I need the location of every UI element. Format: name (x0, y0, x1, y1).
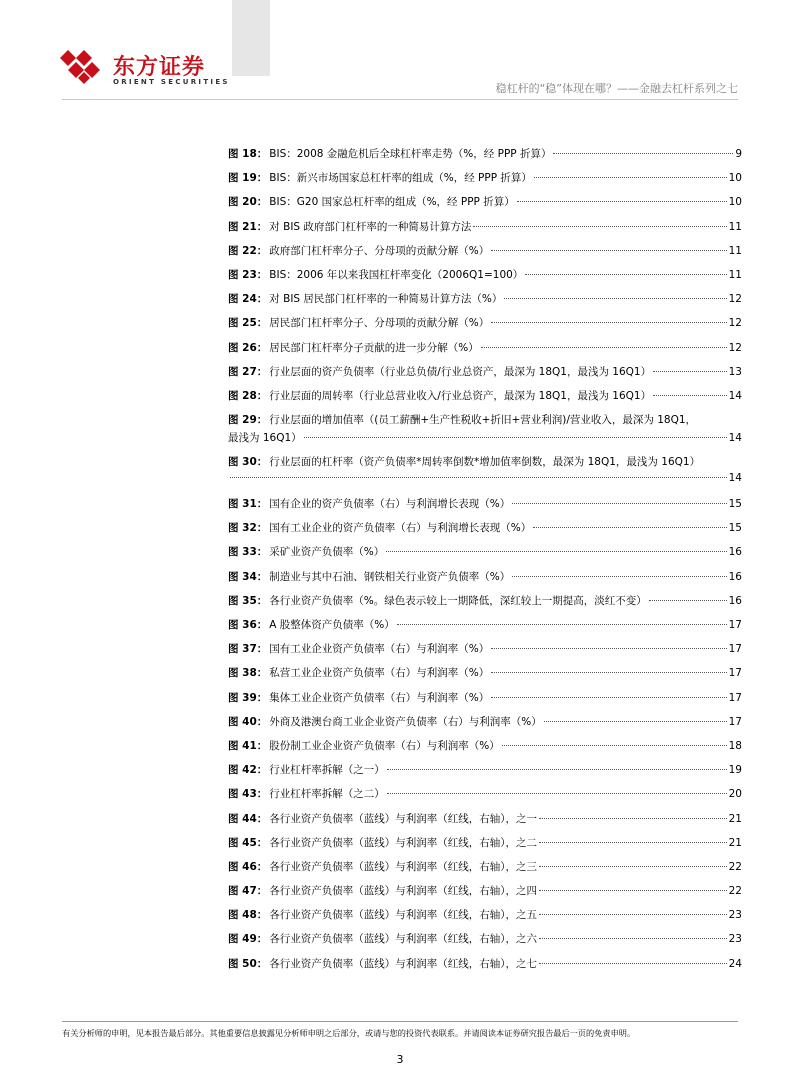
toc-entry-leader (386, 551, 726, 552)
toc-entry-page: 17 (728, 643, 742, 656)
toc-entry-text: 各行业资产负债率（蓝线）与利润率（红线，右轴），之六 (269, 933, 538, 946)
toc-entry[interactable] (228, 194, 742, 218)
toc-entry[interactable] (228, 544, 742, 568)
toc-entry-text: BIS：2006 年以来我国杠杆率变化（2006Q1=100） (269, 268, 524, 281)
logo-chinese-name: 东方证券 (113, 55, 206, 80)
toc-entry-text: 居民部门杠杆率分子贡献的进一步分解（%） (269, 341, 479, 354)
toc-entry-text: A 股整体资产负债率（%） (269, 619, 395, 631)
toc-entry-page: 14 (728, 432, 742, 445)
toc-entry-label: 图 20： (228, 196, 268, 209)
toc-entry[interactable] (228, 641, 742, 665)
toc-entry[interactable] (228, 665, 742, 689)
toc-entry-leader (539, 914, 727, 915)
toc-entry-page: 14 (728, 472, 742, 485)
disclaimer-note: 有关分析师的申明，见本报告最后部分。其他重要信息披露见分析师申明之后部分，或请与您的投资代表联系。并请阅读本证券研究报告最后一页的免责申明。 (62, 1028, 636, 1038)
toc-entry-page: 19 (728, 764, 742, 777)
toc-entry-label: 图 48： (228, 909, 268, 922)
toc-entry-label: 图 23： (228, 268, 268, 281)
toc-entry-text: 国有工业企业的资产负债率（右）与利润增长表现（%） (269, 522, 532, 535)
toc-entry-page: 11 (728, 220, 742, 233)
toc-entry[interactable] (228, 340, 742, 364)
toc-entry-page: 15 (728, 522, 742, 535)
page-number: 3 (396, 1053, 404, 1066)
toc-entry-leader (481, 347, 727, 348)
toc-entry-page: 16 (728, 594, 742, 607)
toc-entry[interactable] (228, 956, 742, 980)
toc-entry-label: 图 49： (228, 933, 268, 946)
toc-entry-page: 20 (728, 788, 742, 801)
toc-entry-label: 图 28： (228, 389, 268, 402)
logo-english-name: ORIENT SECURITIES (113, 78, 230, 86)
toc-entry-text: 行业层面的杠杆率（资产负债率*周转率倒数*增加值率倒数，最深为 18Q1，最浅为 16Q1） (269, 456, 701, 469)
toc-entry-leader (534, 177, 727, 178)
toc-entry-leader (230, 477, 727, 478)
toc-entry[interactable] (228, 738, 742, 762)
toc-entry-text: 行业杠杆率拆解（之一） (269, 764, 385, 777)
toc-entry-leader (544, 721, 727, 722)
toc-entry[interactable] (228, 146, 742, 170)
toc-entry[interactable] (228, 412, 742, 454)
toc-entry-page: 14 (728, 389, 742, 402)
toc-entry-leader (539, 842, 727, 843)
toc-entry-label: 图 41： (228, 739, 268, 752)
toc-entry-label: 图 22： (228, 244, 268, 257)
toc-entry-text: BIS：新兴市场国家总杠杆率的组成（%，经 PPP 折算） (269, 172, 532, 185)
toc-entry[interactable] (228, 496, 742, 520)
toc-entry-leader (512, 576, 726, 577)
toc-entry-label: 图 26： (228, 341, 268, 354)
toc-entry-page: 17 (728, 619, 742, 631)
toc-entry-label: 图 40： (228, 715, 268, 728)
toc-entry-leader (539, 866, 727, 867)
toc-entry-label: 图 43： (228, 788, 268, 801)
toc-entry-label: 图 42： (228, 764, 268, 777)
toc-entry-label: 图 32： (228, 522, 268, 535)
toc-entry[interactable] (228, 267, 742, 291)
toc-entry-text: 各行业资产负债率（蓝线）与利润率（红线，右轴），之七 (269, 957, 538, 970)
toc-entry-label: 图 34： (228, 570, 268, 583)
toc-entry-leader (553, 153, 733, 154)
toc-entry-text: BIS：2008 金融危机后全球杠杆率走势（%，经 PPP 折算） (269, 148, 552, 160)
toc-entry-leader (649, 600, 727, 601)
toc-entry-page: 22 (728, 885, 742, 898)
toc-entry-text: 对 BIS 居民部门杠杆率的一种简易计算方法（%） (269, 293, 503, 306)
toc-entry-leader (512, 503, 726, 504)
toc-entry-text: 行业杠杆率拆解（之二） (269, 788, 385, 801)
toc-entry-page: 17 (728, 667, 742, 680)
toc-entry-text-continued: 最浅为 16Q1） (228, 432, 302, 445)
toc-entry-page: 12 (728, 341, 742, 354)
toc-entry[interactable] (228, 520, 742, 544)
toc-entry-page: 13 (728, 365, 742, 378)
toc-entry[interactable] (228, 907, 742, 931)
toc-entry-leader (539, 963, 727, 964)
toc-entry-leader (491, 322, 726, 323)
toc-entry[interactable] (228, 315, 742, 339)
toc-entry-text: 对 BIS 政府部门杠杆率的一种简易计算方法 (269, 220, 472, 233)
toc-entry[interactable] (228, 170, 742, 194)
header-divider (62, 99, 738, 100)
toc-entry[interactable] (228, 786, 742, 810)
toc-entry-page: 22 (728, 860, 742, 873)
toc-entry-text: 股份制工业企业资产负债率（右）与利润率（%） (269, 739, 500, 752)
company-logo (58, 42, 230, 92)
header-decor-bar (232, 0, 270, 76)
toc-entry-text: BIS：G20 国家总杠杆率的组成（%，经 PPP 折算） (269, 196, 515, 209)
toc-entry-text: 各行业资产负债率（蓝线）与利润率（红线，右轴），之五 (269, 909, 538, 922)
toc-entry-text: 各行业资产负债率（蓝线）与利润率（红线，右轴），之三 (269, 860, 538, 873)
figure-toc (228, 146, 742, 980)
toc-entry-label: 图 46： (228, 860, 268, 873)
toc-entry[interactable] (228, 291, 742, 315)
toc-entry-leader (502, 745, 727, 746)
toc-entry[interactable] (228, 714, 742, 738)
footer-divider (62, 1021, 738, 1022)
report-title: 稳杠杆的“稳”体现在哪？——金融去杠杆系列之七 (495, 82, 738, 95)
toc-entry[interactable] (228, 931, 742, 955)
toc-entry-text: 政府部门杠杆率分子、分母项的贡献分解（%） (269, 244, 490, 257)
toc-entry-leader (304, 437, 727, 438)
toc-entry-page: 12 (728, 293, 742, 306)
toc-entry-label: 图 25： (228, 317, 268, 330)
toc-entry-page: 10 (728, 172, 742, 185)
toc-entry-label: 图 30： (228, 456, 268, 469)
toc-entry-page: 17 (728, 715, 742, 728)
toc-entry-label: 图 44： (228, 812, 268, 825)
toc-entry-label: 图 33： (228, 546, 268, 559)
toc-entry-text: 各行业资产负债率（蓝线）与利润率（红线，右轴），之二 (269, 836, 538, 849)
toc-entry-leader (517, 201, 727, 202)
toc-entry-page: 21 (728, 836, 742, 849)
toc-entry-page: 11 (728, 244, 742, 257)
toc-entry-text: 行业层面的周转率（行业总营业收入/行业总资产，最深为 18Q1，最浅为 16Q1） (269, 389, 652, 402)
toc-entry-leader (525, 274, 726, 275)
toc-entry[interactable] (228, 219, 742, 243)
toc-entry[interactable] (228, 454, 742, 496)
toc-entry-text: 各行业资产负债率（蓝线）与利润率（红线，右轴），之一 (269, 812, 538, 825)
toc-entry-leader (653, 371, 727, 372)
toc-entry[interactable] (228, 243, 742, 267)
toc-entry-leader (504, 298, 726, 299)
toc-entry[interactable] (228, 762, 742, 786)
toc-entry-label: 图 50： (228, 957, 268, 970)
toc-entry-leader (397, 624, 727, 625)
toc-entry-leader (539, 818, 727, 819)
toc-entry-text: 私营工业企业资产负债率（右）与利润率（%） (269, 667, 490, 680)
toc-entry[interactable] (228, 690, 742, 714)
toc-entry-page: 23 (728, 933, 742, 946)
toc-entry-label: 图 39： (228, 691, 268, 704)
toc-entry-page: 11 (728, 268, 742, 281)
toc-entry-text: 外商及港澳台商工业企业资产负债率（右）与利润率（%） (269, 715, 542, 728)
toc-entry-label: 图 36： (228, 619, 268, 631)
toc-entry-text: 集体工业企业资产负债率（右）与利润率（%） (269, 691, 490, 704)
toc-entry-page: 15 (728, 498, 742, 511)
toc-entry[interactable] (228, 388, 742, 412)
toc-entry[interactable] (228, 569, 742, 593)
toc-entry-page: 17 (728, 691, 742, 704)
toc-entry-page: 23 (728, 909, 742, 922)
toc-entry-label: 图 24： (228, 293, 268, 306)
toc-entry-text: 国有工业企业资产负债率（右）与利润率（%） (269, 643, 490, 656)
toc-entry-label: 图 45： (228, 836, 268, 849)
toc-entry-page: 16 (728, 546, 742, 559)
toc-entry-leader (491, 250, 726, 251)
toc-entry-page: 10 (728, 196, 742, 209)
toc-entry-text: 居民部门杠杆率分子、分母项的贡献分解（%） (269, 317, 490, 330)
toc-entry-label: 图 29： (228, 414, 268, 427)
toc-entry-text: 各行业资产负债率（%。绿色表示较上一期降低，深红较上一期提高，淡红不变） (269, 594, 647, 607)
toc-entry-label: 图 37： (228, 643, 268, 656)
toc-entry[interactable] (228, 835, 742, 859)
toc-entry-label: 图 38： (228, 667, 268, 680)
toc-entry-text: 各行业资产负债率（蓝线）与利润率（红线，右轴），之四 (269, 885, 538, 898)
toc-entry[interactable] (228, 883, 742, 907)
toc-entry-page: 16 (728, 570, 742, 583)
toc-entry-leader (387, 769, 727, 770)
toc-entry-text: 采矿业资产负债率（%） (269, 546, 385, 559)
toc-entry-leader (387, 793, 727, 794)
toc-entry-page: 21 (728, 812, 742, 825)
toc-entry-label: 图 47： (228, 885, 268, 898)
toc-entry[interactable] (228, 364, 742, 388)
toc-entry-label: 图 27： (228, 365, 268, 378)
toc-entry[interactable] (228, 811, 742, 835)
toc-entry[interactable] (228, 617, 742, 641)
toc-entry-label: 图 19： (228, 172, 268, 185)
toc-entry-label: 图 21： (228, 220, 268, 233)
toc-entry-page: 9 (735, 148, 742, 160)
toc-entry-page: 18 (728, 739, 742, 752)
toc-entry-text: 行业层面的资产负债率（行业总负债/行业总资产，最深为 18Q1，最浅为 16Q1） (269, 365, 652, 378)
toc-entry-label: 图 18： (228, 148, 268, 160)
toc-entry-page: 12 (728, 317, 742, 330)
toc-entry-leader (473, 226, 726, 227)
toc-entry-page: 24 (728, 957, 742, 970)
toc-entry-leader (491, 672, 726, 673)
toc-entry-text: 制造业与其中石油、钢铁相关行业资产负债率（%） (269, 570, 511, 583)
toc-entry-label: 图 35： (228, 594, 268, 607)
toc-entry[interactable] (228, 593, 742, 617)
toc-entry-leader (491, 697, 726, 698)
toc-entry[interactable] (228, 859, 742, 883)
toc-entry-text: 国有企业的资产负债率（右）与利润增长表现（%） (269, 498, 511, 511)
orient-logo-icon (58, 48, 104, 88)
toc-entry-text: 行业层面的增加值率（(员工薪酬+生产性税收+折旧+营业利润)/营业收入，最深为 18Q1， (269, 414, 697, 427)
toc-entry-leader (491, 648, 726, 649)
toc-entry-leader (533, 527, 726, 528)
toc-entry-leader (539, 938, 727, 939)
toc-entry-label: 图 31： (228, 498, 268, 511)
toc-entry-leader (539, 890, 727, 891)
toc-entry-leader (653, 395, 727, 396)
